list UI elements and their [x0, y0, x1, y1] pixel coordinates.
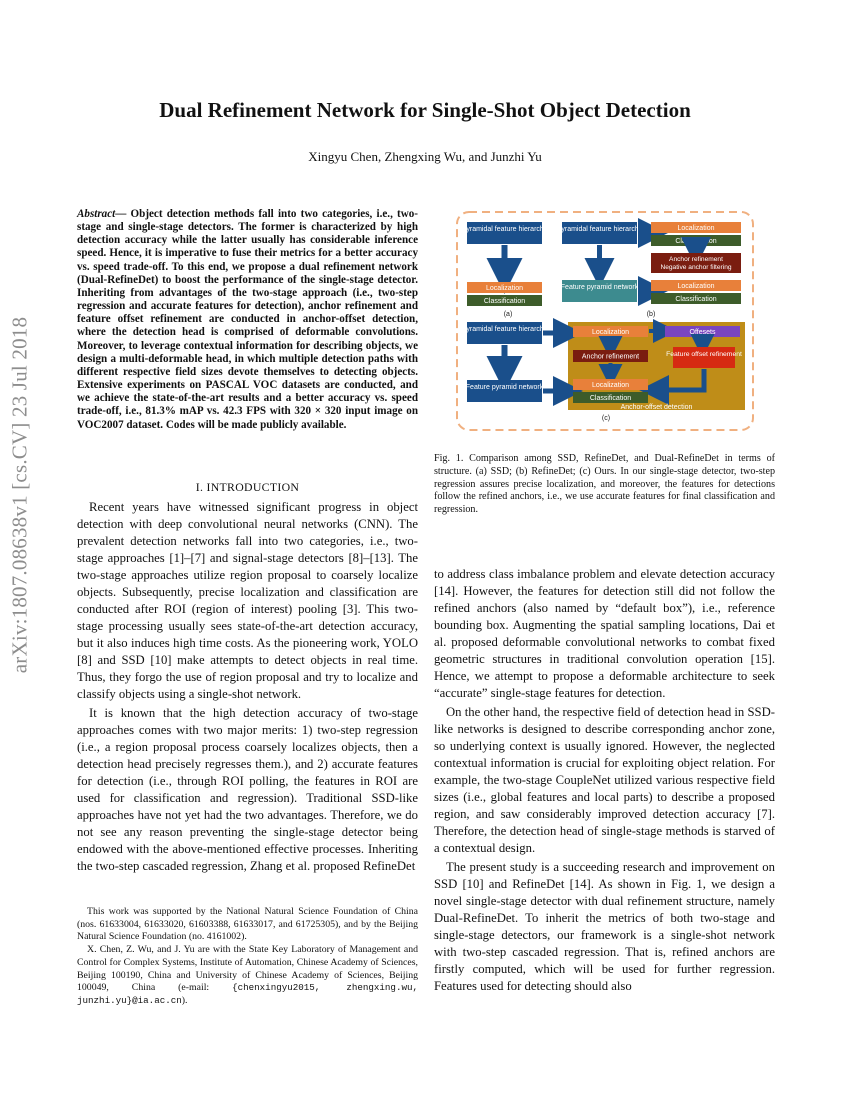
c-classification-label: Classification [589, 395, 632, 402]
paragraph: Recent years have witnessed significant progress in object detection with deep convolutional neural networks (CNN). The prevalent detection networks fall into two categories, i.e., two-stage approaches [1]–[7] and signal-stage detectors [8]–[13]. The two-stage approaches utilize region proposal to coarsely localize objects. Subsequently, precise localization and classification are conducted after ROI (region of interest) pooling [3]. This two-stage processing usually sees state-of-the-art detection accuracy, but it also induces high time costs. As the pioneering work, YOLO [8] and SSD [10] make attempts to detect objects in real time. Thus, they forgo the use of region proposal and try to localize and classify objects using a single-shot network. [77, 500, 418, 701]
introduction-right-column [434, 566, 775, 995]
c-feature-pyramid-label: Feature pyramid network [465, 384, 544, 391]
c-feature-offset-label: Feature offset refinement [666, 351, 742, 358]
footnotes [77, 906, 418, 1008]
c-anchor-refinement-label: Anchor refinement [581, 353, 640, 361]
b-classification-top-label: Classification [675, 238, 717, 245]
affiliation-end: ). [181, 994, 188, 1006]
figure-caption: Fig. 1. Comparison among SSD, RefineDet, and Dual-RefineDet in terms of structure. (a) SSD; (b) RefineDet; (c) Ours. In our single-stage detector, two-step regression assures precise localization, and moreover, the features for detections follow the refined anchors, i.e., we use accurate features for final classification and regression. [434, 453, 775, 516]
abstract-text: — Object detection methods fall into two categories, i.e., two-stage and single-stage detectors. The former is characterized by high detection accuracy while the latter usually has considerable inference speed. Hence, it is imperative to fuse their metrics for a better accuracy vs. speed trade-off. To this end, we propose a dual refinement network (Dual-RefineDet) to boost the performance of the single-stage detector. Inheriting from advantages of the two-stage approach (i.e., two-step regression and accurate features for detection), anchor refinement and feature offset refinement are conducted in anchor-offset detection, where the detection head is comprised of deformable convolutions. Moreover, to leverage contextual information for describing objects, we design a multi-deformable head, in which multiple detection paths with different respective field sizes devote themselves to detecting objects. Extensive experiments on PASCAL VOC datasets are conducted, and we achieve the state-of-the-art results and a better accuracy vs. speed trade-off, i.e., 81.3% mAP vs. 42.3 FPS with 320 × 320 input image on VOC2007 dataset. Codes will be made publicly available. [77, 208, 418, 431]
a-pyramid-label: Pyramidal feature hierarchy [461, 226, 548, 233]
b-negative-filtering-label: Negative anchor filtering [660, 264, 732, 271]
abstract-lead: Abstract [77, 208, 116, 220]
figure-1 [455, 210, 755, 432]
affiliation-text: X. Chen, Z. Wu, and J. Yu are with the State Key Laboratory of Management and Control for Complex Systems, Institute of Automation, Chinese Academy of Sciences, Beijing 100190, China and University of Chinese Academy of Sciences, Beijing 100049, China (e-mail: [77, 944, 418, 994]
c-pyramid-label: Pyramidal feature hierarchy [461, 326, 548, 333]
c-localization-top-label: Localization [592, 329, 629, 336]
paragraph: On the other hand, the respective field of detection head in SSD-like networks is designed to describe corresponding anchor zone, so underlying context is usually ignored. However, the neglected contextual information is crucial for exploiting object relation. For example, the two-stage CoupleNet utilized various respective field sizes (i.e., global features and local parts) to describe a proposed region, and saw considerably improved detection accuracy [7]. Therefore, the detection head of single-stage methods is starved of a contextual design. [434, 705, 775, 855]
paragraph: It is known that the high detection accuracy of two-stage approaches comes with two major merits: 1) two-step regression (i.e., a region proposal process coarsely localizes objects, then a detection head precisely regresses them.), and 2) accurate features for detection (i.e., through ROI polling, the features in ROI are used for classification and regression). Traditional SSD-like approaches have not yet had the two advantages. Therefore, we do not see any reason preventing the single-stage detector being endowed with the above-mentioned effective processes. Inheriting the two-step cascaded regression, Zhang et al. proposed RefineDet [77, 706, 418, 873]
b-localization-top-label: Localization [677, 225, 715, 232]
c-offsets-label: Offesets [689, 329, 716, 336]
a-classification-label: Classification [483, 298, 526, 305]
paragraph: The present study is a succeeding research and improvement on SSD [10] and RefineDet [14]. As shown in Fig. 1, we design a novel single-stage detector with dual refinement structure, namely Dual-RefineDet. To inherit the metrics of both two-stage and single-stage detectors, our framework is a single-shot network with two-step cascaded regression. That is, refined anchors are firstly computed, which will be used for further regression. Features used for detecting should also [434, 860, 775, 993]
introduction-left-column [77, 499, 418, 875]
c-panel-label: (c) [601, 415, 611, 422]
a-panel-label: (a) [503, 311, 513, 318]
figure-1-diagram [455, 210, 755, 432]
arxiv-identifier: arXiv:1807.08638v1 [cs.CV] 23 Jul 2018 [7, 316, 32, 674]
a-localization-label: Localization [486, 285, 523, 292]
footnote-funding: This work was supported by the National Natural Science Foundation of China (nos. 61633004, 61633020, 61603388, 61633017, and 61725305), and by the Beijing Natural Science Foundation (no. 4161002). [77, 906, 418, 943]
abstract [77, 208, 418, 432]
paper-title: Dual Refinement Network for Single-Shot Object Detection [159, 98, 691, 122]
b-localization-bottom-label: Localization [677, 283, 715, 290]
b-classification-bottom-label: Classification [675, 296, 717, 303]
b-feature-pyramid-label: Feature pyramid network [560, 284, 639, 291]
paper-authors: Xingyu Chen, Zhengxing Wu, and Junzhi Yu [308, 149, 542, 164]
paragraph: to address class imbalance problem and elevate detection accuracy [14]. However, the features for detection still did not follow the refined anchors (also named by “default box”), i.e., reference bounding box. Augmenting the spatial sampling locations, Dai et al. proposed deformable convolutional networks to combat fixed geometric structures in traditional convolution operation [15]. Hence, we attempt to propose a deformable architecture to seek “accurate” single-stage features for detection. [434, 567, 775, 700]
author-emails: {chenxingyu2015, zhengxing.wu, junzhi.yu}@ia.ac.cn [77, 982, 418, 1006]
footnote-affiliation [77, 944, 418, 1008]
arxiv-sidebar [5, 285, 35, 705]
b-panel-label: (b) [646, 311, 656, 318]
section-heading-introduction: I. INTRODUCTION [195, 480, 300, 494]
b-pyramid-label: Pyramidal feature hierarchy [556, 226, 643, 233]
b-anchor-refinement-label: Anchor refinement [669, 256, 723, 263]
c-localization-bottom-label: Localization [592, 382, 629, 389]
c-region-label: Anchor-offset detection [620, 404, 693, 411]
